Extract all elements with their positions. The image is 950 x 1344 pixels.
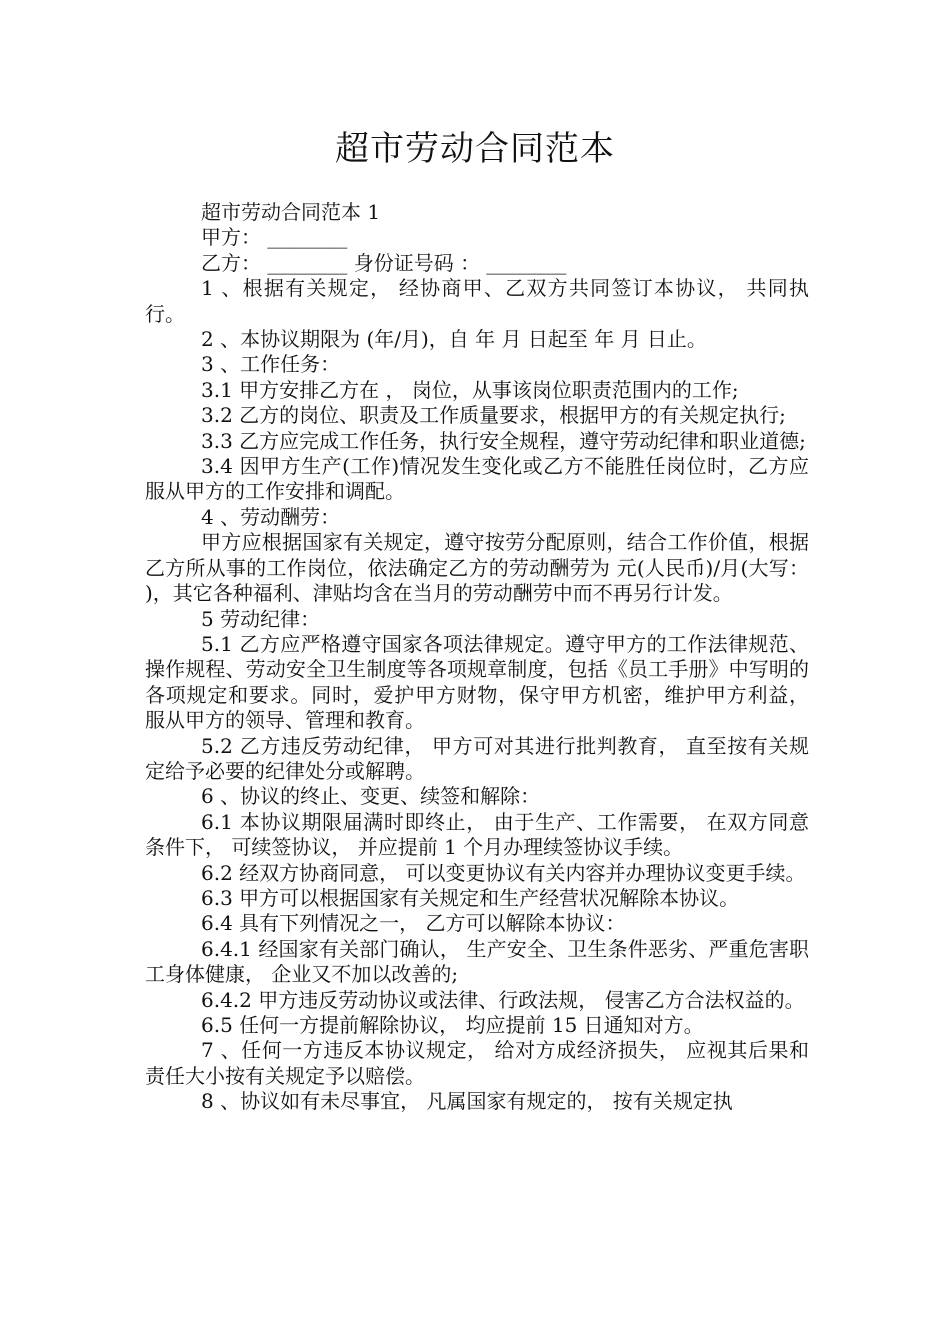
paragraph: 6.4 具有下列情况之一， 乙方可以解除本协议：	[201, 911, 626, 936]
paragraph: 5.2 乙方违反劳动纪律， 甲方可对其进行批判教育， 直至按有关规定给予必要的纪律处分或解聘。	[145, 733, 809, 783]
paragraph: 1 、根据有关规定， 经协商甲、乙双方共同签订本协议， 共同执行。	[145, 276, 809, 326]
paragraph: 6.4.1 经国家有关部门确认， 生产安全、卫生条件恶劣、严重危害职工身体健康， 企业又不加以改善的;	[145, 936, 809, 987]
paragraph: 3.1 甲方安排乙方在 ， 岗位，从事该岗位职责范围内的工作;	[201, 377, 739, 402]
document-body	[145, 200, 816, 1115]
paragraph: 6.5 任何一方提前解除协议， 均应提前 15 日通知对方。	[201, 1013, 704, 1037]
paragraph: 4 、劳动酬劳：	[201, 504, 341, 529]
paragraph: 8 、协议如有未尽事宜， 凡属国家有规定的， 按有关规定执	[201, 1089, 733, 1114]
paragraph: 甲方应根据国家有关规定，遵守按劳分配原则，结合工作价值，根据乙方所从事的工作岗位，依法确定乙方的劳动酬劳为 元(人民币)/月(大写： )，其它各种福利、津贴均含在当月的劳动酬劳中而不再另行计发。	[145, 530, 816, 606]
paragraph: 6.4.2 甲方违反劳动协议或法律、行政法规， 侵害乙方合法权益的。	[201, 987, 805, 1012]
paragraph: 6 、协议的终止、变更、续签和解除：	[201, 784, 541, 809]
paragraph: 甲方： ________	[201, 225, 348, 250]
paragraph: 2 、本协议期限为 (年/月)，自 年 月 日起至 年 月 日止。	[201, 327, 707, 352]
paragraph: 5.1 乙方应严格遵守国家各项法律规定。遵守甲方的工作法律规范、操作规程、劳动安全卫生制度等各项规章制度，包括《员工手册》中写明的各项规定和要求。同时，爱护甲方财物，保守甲方机密，维护甲方利益， 服从甲方的领导、管理和教育。	[145, 631, 816, 733]
paragraph: 6.2 经双方协商同意， 可以变更协议有关内容并办理协议变更手续。	[201, 860, 806, 885]
paragraph: 3.3 乙方应完成工作任务，执行安全规程，遵守劳动纪律和职业道德;	[201, 428, 806, 453]
paragraph: 3.2 乙方的岗位、职责及工作质量要求，根据甲方的有关规定执行;	[201, 403, 786, 428]
paragraph: 6.3 甲方可以根据国家有关规定和生产经营状况解除本协议。	[201, 885, 740, 910]
paragraph: 5 劳动纪律：	[201, 606, 321, 631]
document-title: 超市劳动合同范本	[335, 129, 615, 169]
paragraph: 6.1 本协议期限届满时即终止， 由于生产、工作需要， 在双方同意条件下， 可续签协议， 并应提前 1 个月办理续签协议手续。	[145, 809, 809, 860]
paragraph: 3 、工作任务：	[201, 352, 341, 377]
paragraph: 超市劳动合同范本 1	[201, 200, 381, 224]
paragraph: 乙方： ________ 身份证号码 ： ________	[201, 250, 567, 275]
paragraph: 3.4 因甲方生产(工作)情况发生变化或乙方不能胜任岗位时，乙方应服从甲方的工作安排和调配。	[145, 454, 809, 504]
paragraph: 7 、任何一方违反本协议规定， 给对方成经济损失， 应视其后果和责任大小按有关规定予以赔偿。	[145, 1038, 809, 1088]
